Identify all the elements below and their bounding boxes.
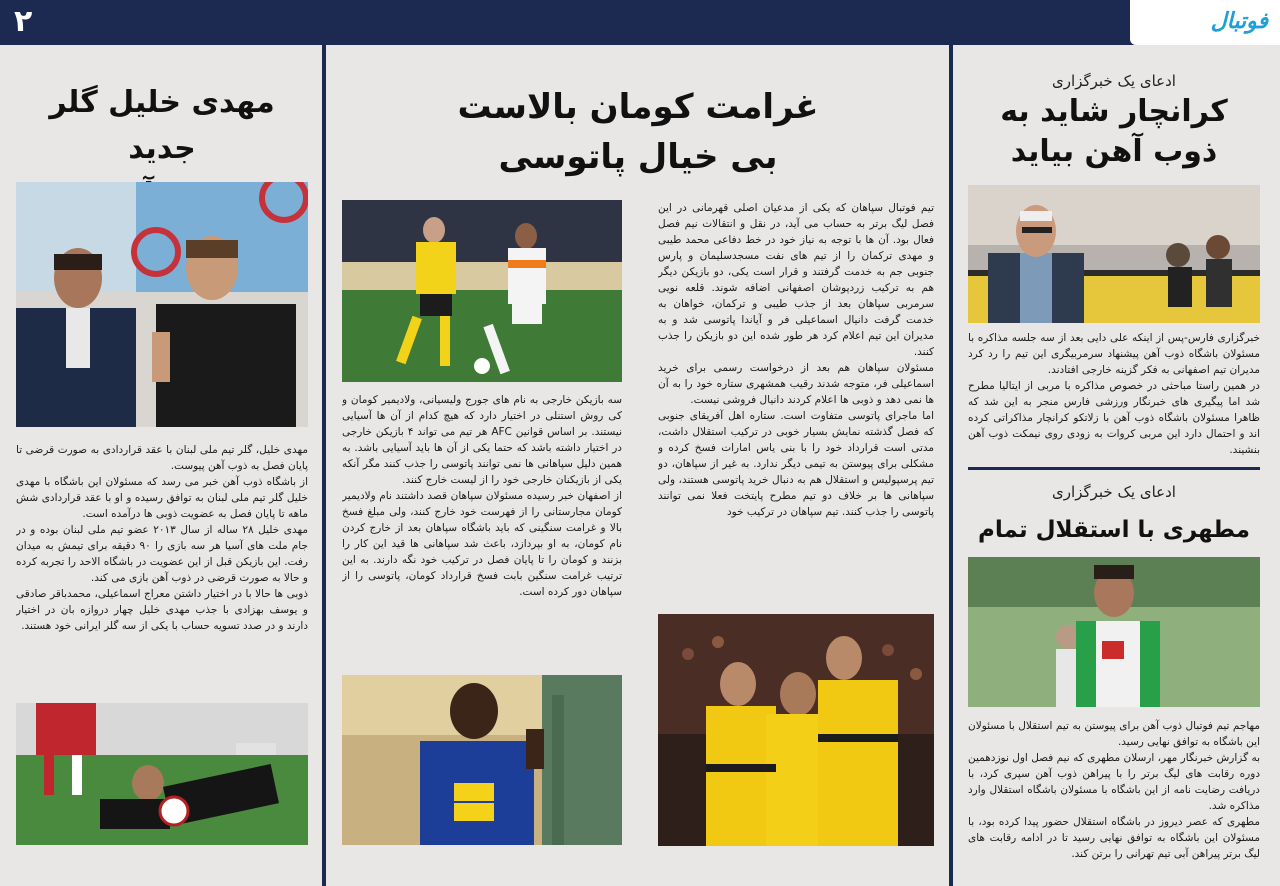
middle-paragraph: اما ماجرای پاتوسی متفاوت است. ستاره اهل آفریقای جنوبی که فصل گذشته نمایش بسیار خوبی در ترکیب استقلال داشت، مدتی است قرارداد خود را با بنی یاس امارات فسخ کرده و مشکلی برای پیوستن به تیمی دیگر ندارد. به غیر از سپاهان، دو تیم پرسپولیس و استقلال هم به دنبال خرید پاتوسی هستند، ولی سپاهانی ها بر خلاف دو تیم مطرح پایتخت فعلا نمی توانند پاتوسی را جذب کنند. تیم سپاهان در ترکیب خود: [658, 410, 934, 518]
story2-supertitle: ادعای یک خبرگزاری: [1052, 483, 1176, 501]
player-photo-motahari: [968, 557, 1260, 707]
coach-photo: [968, 185, 1260, 323]
story1-paragraph: در همین راستا مباحثی در خصوص مذاکره با مربی از ایتالیا مطرح شد اما پیگیری های خبرنگار ورزشی فارس منجر به این شد که ظاهرا مسئولان باشگاه ذوب آهن با زلاتکو کرانچار مذاکراتی کرده اند و احتمال دارد این مربی کروات به زودی روی نیمکت ذوب آهن بنشیند.: [968, 380, 1260, 455]
signing-photo: [16, 182, 308, 427]
player-photo-patosi: [342, 675, 622, 845]
story1-headline-line2: ذوب آهن بیاید: [1010, 134, 1218, 169]
column-divider-right: [949, 45, 953, 886]
middle-body-left: [342, 392, 622, 674]
left-paragraph: از باشگاه ذوب آهن خبر می رسد که مسئولان این باشگاه با مهدی خلیل گلر تیم ملی لبنان به توافق رسیده و او با عقد قراردادی شش ماهه تا پایان فصل به عضویت ذوبی ها درآمده است.: [16, 476, 308, 520]
story1-headline-line1: کرانچار شاید به: [1000, 94, 1228, 129]
middle-paragraph: سه بازیکن خارجی به نام های جورج ولیسیانی، ولادیمیر کومان و کی روش استنلی در اختیار دارد که هیچ کدام از آن ها آسیایی نیستند. بر اساس قوانین AFC هر تیم می تواند ۴ بازیکن خارجی در اختیار داشته باشد که حتما یکی از آن ها باید آسیایی باشد. به همین دلیل سپاهانی ها نمی توانند پاتوسی را جذب کنند مگر آنکه یکی از بازیکنان خارجی خود را از لیست خارج کنند.: [342, 394, 622, 486]
middle-paragraph: مسئولان سپاهان هم بعد از درخواست رسمی برای خرید اسماعیلی فر، متوجه شدند رقیب همشهری ستاره خود را به آن ها نمی دهد و ذوبی ها اعلام کردند دانیال فروشی نیست.: [658, 362, 934, 406]
left-body: [16, 442, 308, 697]
middle-paragraph: تیم فوتبال سپاهان که یکی از مدعیان اصلی قهرمانی در این فصل لیگ برتر به حساب می آید، در نقل و انتقالات نیم فصل فعال بود. آن ها با توجه به نیاز خود در خط دفاعی محمد طیبی و مهدی ترکمان را از تیم های نفت مسجدسلیمان و پارس جنوبی جم به خدمت گرفتند و قرار است یکی، دو بازیکن دیگر هم به ترکیب زردپوشان اصفهانی اضافه شوند. قلعه نویی سرمربی سپاهان بعد از جذب طیبی و ترکمان، خواهان به خدمت گرفت دانیال اسماعیلی فر و آیاندا پاتوسی شد و به مدیران این تیم اعلام کرد هر طور شده این دو بازیکن را جذب کنند.: [658, 202, 934, 358]
middle-headline: [342, 82, 934, 182]
story2-body: [968, 718, 1260, 878]
middle-paragraph: از اصفهان خبر رسیده مسئولان سپاهان قصد داشتند نام ولادیمیر کومان مجارستانی را از فهرست خود خارج کنند، ولی مبلغ فسخ بالا و غرامت سنگینی که باید باشگاه سپاهان بعد از خارج کردن نام کومان، به او بپردازد، باعث شد سپاهانی ها قید این کار را بزنند و کومان را تا پایان فصل در ترکیب خود نگه دارند. به این ترتیب غرامت سنگین بابت فسخ قرارداد کومان، پاتوسی را از سپاهان دور کرده است.: [342, 490, 622, 598]
story1-body: [968, 330, 1260, 455]
story2-paragraph: به گزارش خبرنگار مهر، ارسلان مطهری که نیم فصل اول نوزدهمین دوره رقابت های لیگ برتر را با پیراهن ذوب آهن سپری کرد، با دریافت رضایت نامه از این باشگاه با مسئولان باشگاه استقلال وارد مذاکره شد.: [968, 752, 1260, 812]
left-paragraph: مهدی خلیل ۲۸ ساله از سال ۲۰۱۳ عضو تیم ملی لبنان بوده و در جام ملت های آسیا هر سه بازی را ۹۰ دقیقه برای تیمش به میدان رفت. این بازیکن قبل از این عضویت در باشگاه الاحد را تجربه کرده و حالا به صورت قرضی در ذوب آهن بازی می کند.: [16, 524, 308, 584]
story2-headline: مطهری با استقلال تمام: [978, 517, 1250, 543]
column-divider-left: [322, 45, 326, 886]
left-paragraph: مهدی خلیل، گلر تیم ملی لبنان با عقد قراردادی به صورت قرضی تا پایان فصل به ذوب آهن پیوست.: [16, 444, 308, 472]
left-headline-line1: مهدی خلیل گلر جدید: [49, 85, 275, 166]
goalkeeper-photo: [16, 703, 308, 845]
left-paragraph: ذوبی ها حالا با در اختیار داشتن معراج اسماعیلی، محمدباقر صادقی و یوسف بهزادی با جذب مهدی خلیل چهار دروازه بان در اختیار دارند و در صدد تسویه حساب با یکی از سه گلر ایرانی خود هستند.: [16, 588, 308, 632]
story-separator: [968, 467, 1260, 470]
story1-paragraph: خبرگزاری فارس-پس از اینکه علی دایی بعد از سه جلسه مذاکره با مسئولان باشگاه ذوب آهن پیشنهاد سرمربیگری این تیم را رد کرد مدیران تیم اصفهانی به فکر گزینه خارجی افتادند.: [968, 332, 1260, 376]
story2-paragraph: مهاجم تیم فوتبال ذوب آهن برای پیوستن به تیم استقلال با مسئولان این باشگاه به توافق نهایی رسید.: [968, 720, 1260, 748]
middle-body-right: [658, 200, 934, 605]
story2-paragraph: مطهری که عصر دیروز در باشگاه استقلال حضور پیدا کرده بود، با مسئولان این باشگاه به توافق نهایی رسید تا در ادامه رقابت های لیگ برتر پیراهن آبی تیم تهرانی را برتن کند.: [968, 816, 1260, 860]
celebration-photo: [658, 614, 934, 846]
match-action-photo: [342, 200, 622, 382]
page-number: ۲: [14, 4, 33, 39]
middle-headline-line1: غرامت کومان بالاست: [457, 87, 819, 127]
brand-logo-text: فوتبال: [1210, 8, 1268, 34]
brand-logo: [1130, 0, 1280, 45]
top-banner: [0, 0, 1280, 45]
middle-headline-line2: بی خیال پاتوسی: [498, 137, 778, 177]
story1-supertitle: ادعای یک خبرگزاری: [1052, 72, 1176, 90]
story1-headline: [968, 92, 1260, 172]
